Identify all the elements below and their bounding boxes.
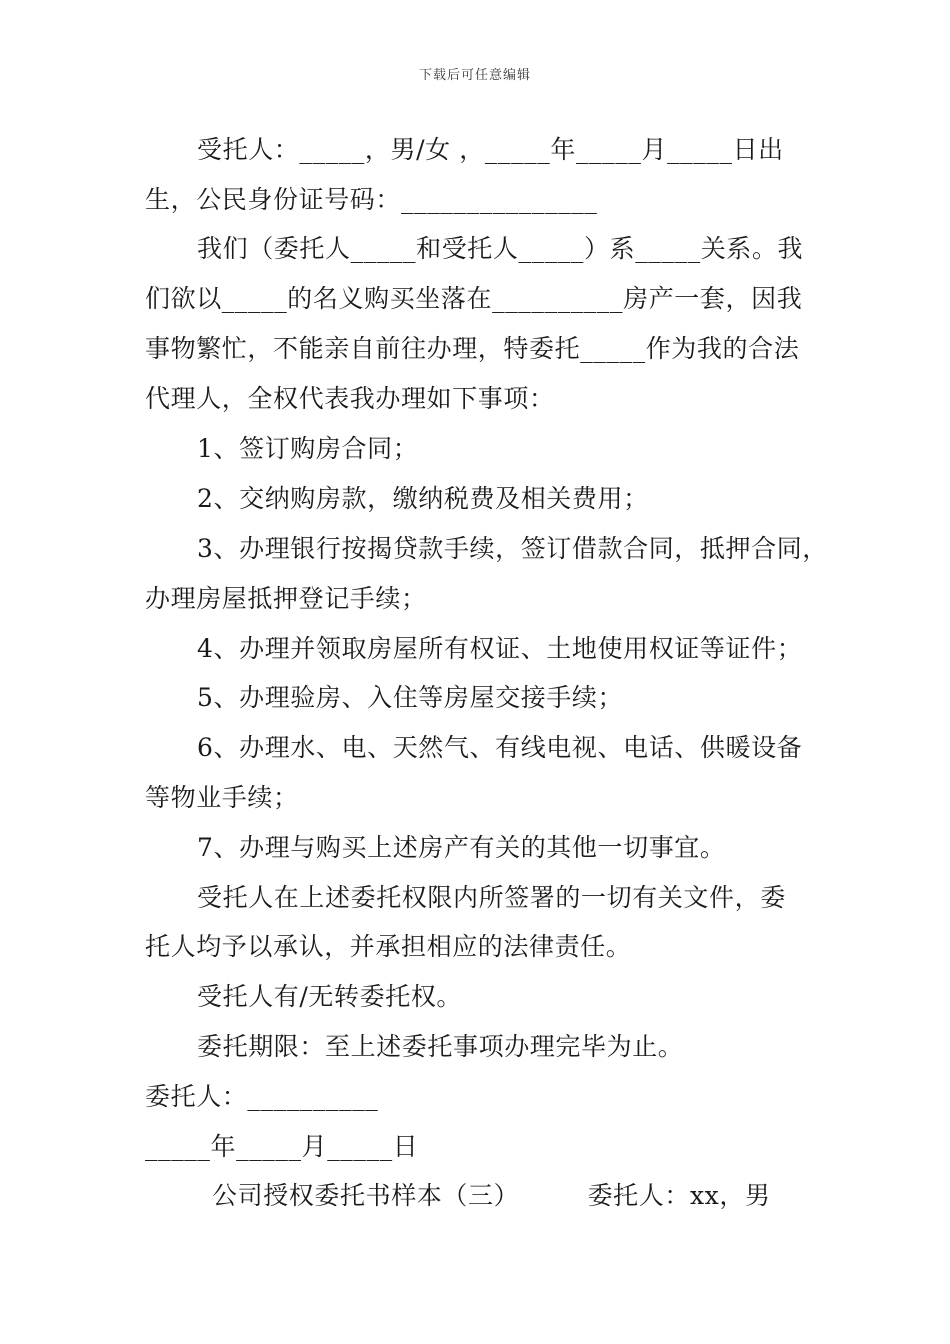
list-item-5: 5、办理验房、入住等房屋交接手续；	[197, 683, 624, 712]
list-item-6: 6、办理水、电、天然气、有线电视、电话、供暖设备	[197, 733, 803, 762]
line-principal-signature: 委托人：__________	[145, 1082, 379, 1111]
list-item-7: 7、办理与购买上述房产有关的其他一切事宜。	[197, 833, 726, 862]
line-agent: 代理人，全权代表我办理如下事项：	[145, 384, 555, 413]
line-sample-title: 公司授权委托书样本（三） 委托人：xx，男	[212, 1181, 771, 1210]
line-acknowledge-cont: 托人均予以承认，并承担相应的法律责任。	[145, 932, 632, 961]
page-header: 下载后可任意编辑	[418, 68, 531, 83]
line-relationship: 我们（委托人_____和受托人_____）系_____关系。我	[197, 234, 804, 263]
list-item-1: 1、签订购房合同；	[197, 434, 419, 463]
list-item-3: 3、办理银行按揭贷款手续，签订借款合同，抵押合同，	[197, 534, 828, 563]
line-delegate: 事物繁忙，不能亲自前往办理，特委托_____作为我的合法	[145, 334, 800, 363]
line-trustee-info: 受托人：_____，男/女 ，_____年_____月_____日出	[197, 135, 784, 164]
list-item-3-cont: 办理房屋抵押登记手续；	[145, 584, 427, 613]
line-id-number: 生，公民身份证号码：_______________	[145, 185, 598, 214]
line-sub-delegation: 受托人有/无转委托权。	[197, 982, 463, 1011]
line-acknowledge: 受托人在上述委托权限内所签署的一切有关文件，委	[197, 883, 786, 912]
list-item-6-cont: 等物业手续；	[145, 783, 299, 812]
line-purchase: 们欲以_____的名义购买坐落在__________房产一套，因我	[145, 284, 803, 313]
line-term: 委托期限：至上述委托事项办理完毕为止。	[197, 1032, 684, 1061]
list-item-4: 4、办理并领取房屋所有权证、土地使用权证等证件；	[197, 634, 803, 663]
list-item-2: 2、交纳购房款，缴纳税费及相关费用；	[197, 484, 649, 513]
line-date: _____年_____月_____日	[145, 1132, 419, 1161]
